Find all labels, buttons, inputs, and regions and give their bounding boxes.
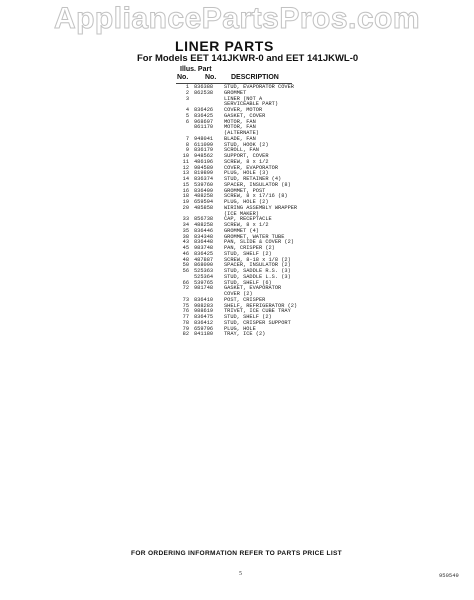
illus-number: 19 — [182, 199, 189, 205]
part-number: 968697 — [194, 118, 214, 125]
illus-number: 77 — [182, 314, 189, 320]
part-number: 659796 — [194, 325, 214, 332]
illus-number: 48 — [182, 256, 189, 263]
illus-number: 12 — [182, 164, 189, 171]
illus-number: 35 — [182, 227, 189, 234]
description-label: DESCRIPTION — [231, 74, 279, 81]
illus-number: 11 — [182, 158, 189, 165]
part-description: (ALTERNATE) — [224, 130, 259, 136]
part-description: SPACER, INSULATOR (8) — [224, 181, 291, 188]
illus-number: 76 — [182, 308, 189, 315]
part-number: 983748 — [194, 245, 214, 251]
column-header-top — [180, 66, 212, 73]
part-number: 988283 — [194, 302, 214, 309]
illus-number: 15 — [182, 181, 189, 188]
part-number: 836409 — [194, 187, 214, 194]
part-number: 856738 — [194, 216, 214, 223]
part-description: STUD, SHELF (6) — [224, 279, 272, 286]
part-number: 539760 — [194, 181, 214, 188]
part-number: 862538 — [194, 89, 214, 96]
illus-number: 18 — [182, 193, 189, 200]
illus-number: 14 — [182, 176, 189, 182]
part-number: 984589 — [194, 164, 214, 171]
illus-number: 34 — [182, 222, 189, 228]
illus-number: 2 — [185, 89, 189, 96]
illus-number: 9 — [185, 147, 189, 154]
part-number: 836426 — [194, 107, 214, 113]
part-description: SPACER, INSULATOR (2) — [224, 262, 291, 269]
illus-number: 56 — [182, 268, 189, 274]
part-description: GROMMET, WATER TUBE — [224, 233, 285, 240]
part-description: MOTOR, FAN — [224, 118, 256, 125]
parts-list — [170, 85, 360, 338]
part-number: 488258 — [194, 193, 214, 200]
part-number: 836475 — [194, 314, 214, 320]
part-description: GROMMET — [224, 89, 247, 96]
part-number: 836425 — [194, 112, 214, 119]
part-number: 836374 — [194, 176, 214, 182]
part-number: 836446 — [194, 227, 214, 234]
illus-number: 78 — [182, 319, 189, 326]
part-number: 981748 — [194, 285, 214, 292]
part-number: 488258 — [194, 222, 214, 228]
illus-number: 13 — [182, 170, 189, 177]
column-header-row — [177, 74, 279, 81]
part-description: BLADE, FAN — [224, 135, 256, 142]
part-description: STUD, SADDLE R.S. (3) — [224, 268, 291, 274]
part-description: COVER (2) — [224, 291, 253, 297]
watermark-logo: AppliancePartsPros.com — [53, 2, 421, 35]
part-description: PAN, CRISPER (2) — [224, 245, 275, 251]
part-number: 487887 — [194, 256, 214, 263]
part-number: 836412 — [194, 319, 214, 326]
part-description: TRIVET, ICE CUBE TRAY — [224, 308, 291, 315]
illus-number: 43 — [182, 239, 189, 246]
part-description: STUD, HOOK (2) — [224, 141, 269, 148]
illus-number: 6 — [185, 118, 189, 125]
part-description: GROMMET (4) — [224, 227, 259, 234]
part-description: GROMMET, POST — [224, 187, 266, 194]
illus-number: 1 — [185, 84, 189, 90]
part-description: TRAY, ICE (2) — [224, 331, 266, 338]
part-description: SHELF, REFRIGERATOR (2) — [224, 302, 298, 309]
part-description: STUD, RETAINER (4) — [224, 176, 282, 182]
part-description: PLUG, HOLE (2) — [224, 199, 269, 205]
part-description: CAP, RECEPTACLE — [224, 216, 272, 223]
part-number: 836425 — [194, 250, 214, 257]
illus-number: 4 — [185, 107, 189, 113]
part-number: 948041 — [194, 135, 214, 142]
illus-number: 8 — [185, 141, 189, 148]
illus-label: Illus. — [180, 66, 196, 73]
illus-number: 20 — [182, 204, 189, 211]
part-number: 836448 — [194, 239, 214, 246]
parts-row — [170, 332, 360, 338]
part-description: POST, CRISPER — [224, 296, 266, 303]
page-title: LINER PARTS — [175, 38, 274, 54]
part-number: 836179 — [194, 147, 214, 154]
illus-number: 50 — [182, 262, 189, 269]
part-description: LINER (NOT A — [224, 95, 263, 102]
part-description: SCREW, 8-18 x 1/8 (2) — [224, 256, 291, 263]
part-description: PAN, SLIDE & COVER (2) — [224, 239, 294, 246]
part-description: SCREW, 8 x 1/2 — [224, 158, 269, 165]
illus-number: 38 — [182, 233, 189, 240]
part-description: SCROLL, FAN — [224, 147, 259, 154]
illus-number: 66 — [182, 279, 189, 286]
illus-number: 45 — [182, 245, 189, 251]
illus-no-label: No. — [177, 74, 189, 81]
illus-number: 82 — [182, 331, 189, 338]
part-no-label: No. — [205, 74, 217, 81]
illus-number: 46 — [182, 250, 189, 257]
part-number: 611099 — [194, 141, 214, 148]
part-number: 988619 — [194, 308, 214, 315]
part-description: STUD, EVAPORATOR COVER — [224, 84, 294, 90]
part-description: PLUG, HOLE — [224, 325, 256, 332]
part-number: 841180 — [194, 331, 214, 338]
illus-number: 33 — [182, 216, 189, 223]
part-number: 486196 — [194, 158, 214, 165]
part-description: MOTOR, FAN — [224, 124, 256, 131]
part-description: SCREW, 8 x 17/16 (8) — [224, 193, 288, 200]
illus-number: 10 — [182, 153, 189, 159]
illus-number: 7 — [185, 135, 189, 142]
part-description: STUD, CRISPER SUPPORT — [224, 319, 291, 326]
part-number: 485858 — [194, 204, 214, 211]
part-description: SUPPORT, COVER — [224, 153, 269, 159]
part-description: STUD, SADDLE L.S. (3) — [224, 273, 291, 280]
part-description: GASKET, EVAPORATOR — [224, 285, 282, 292]
part-number: 539765 — [194, 279, 214, 286]
part-number: 819899 — [194, 170, 214, 177]
part-number: 834348 — [194, 233, 214, 240]
illus-number: 75 — [182, 302, 189, 309]
part-description: STUD, SHELF (2) — [224, 314, 272, 320]
part-description: GASKET, COVER — [224, 112, 266, 119]
part-number: 868090 — [194, 262, 214, 269]
part-description: SERVICEABLE PART) — [224, 101, 279, 108]
part-description: COVER, MOTOR — [224, 107, 263, 113]
document-code: 950549 — [439, 572, 459, 579]
illus-number: 16 — [182, 187, 189, 194]
part-number: 948562 — [194, 153, 214, 159]
page-number: 5 — [239, 571, 242, 577]
ordering-footer: FOR ORDERING INFORMATION REFER TO PARTS PRICE LIST — [131, 550, 342, 557]
part-label: Part — [197, 66, 212, 73]
illus-number: 5 — [185, 112, 189, 119]
part-description: PLUG, HOLE (3) — [224, 170, 269, 177]
part-number: 861170 — [194, 124, 214, 131]
part-number: 659594 — [194, 199, 214, 205]
part-number: 836388 — [194, 84, 214, 90]
illus-number: 79 — [182, 325, 189, 332]
part-description: COVER, EVAPORATOR — [224, 164, 279, 171]
part-description: (ICE MAKER) — [224, 210, 259, 217]
illus-number: 73 — [182, 296, 189, 303]
models-subtitle: For Models EET 141JKWR-0 and EET 141JKWL-0 — [137, 53, 359, 64]
illus-number: 72 — [182, 285, 189, 292]
part-description: STUD, SHELF (2) — [224, 250, 272, 257]
part-number: 525363 — [194, 268, 214, 274]
part-description: SCREW, 8 x 1/2 — [224, 222, 269, 228]
part-number: 836410 — [194, 296, 214, 303]
part-number: 525364 — [194, 273, 214, 280]
part-description: WIRING ASSEMBLY WRAPPER — [224, 204, 298, 211]
illus-number: 3 — [185, 95, 189, 102]
